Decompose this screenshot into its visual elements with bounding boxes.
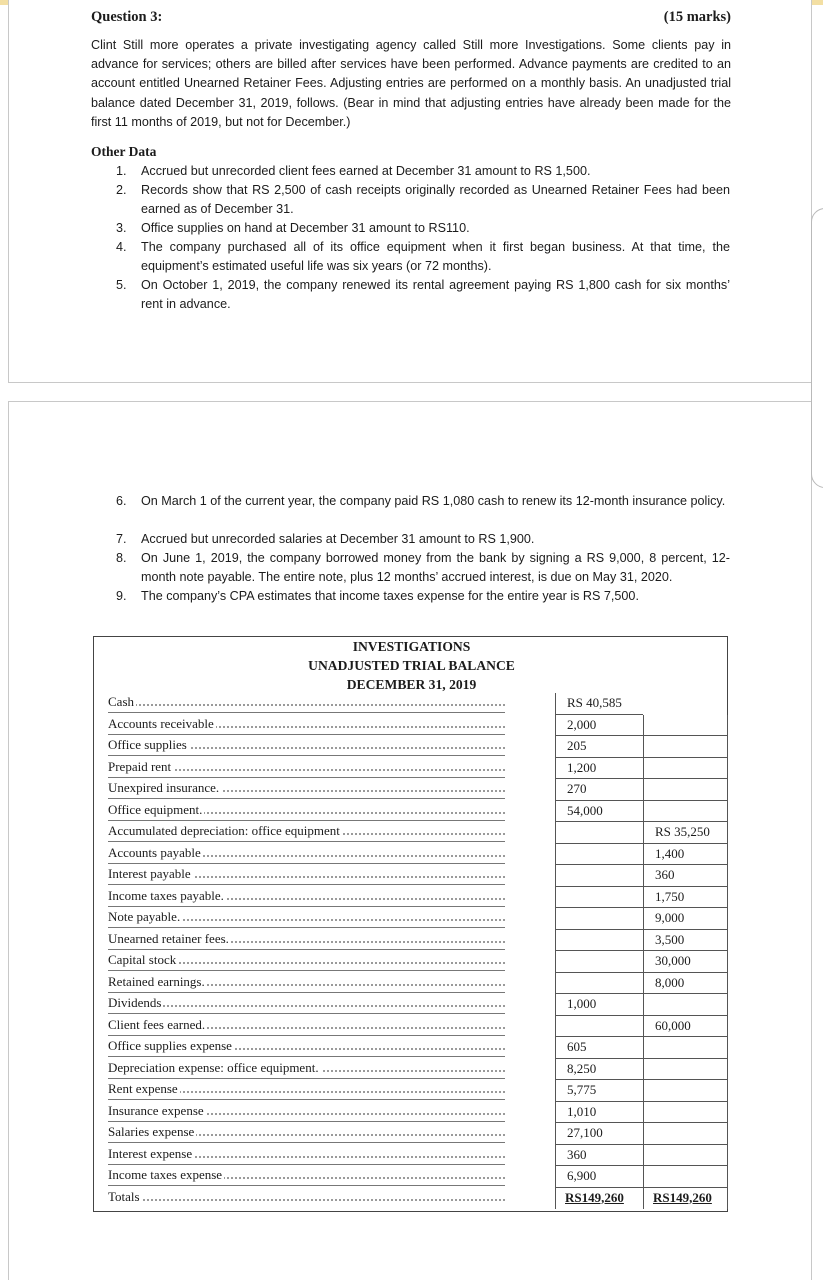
trial-balance-company: INVESTIGATIONS [352, 639, 471, 654]
table-row [94, 887, 727, 909]
account-name: Insurance expense [108, 1102, 204, 1118]
credit-cell: 1,400 [643, 844, 728, 866]
credit-cell: RS 35,250 [643, 822, 728, 844]
credit-cell [643, 801, 728, 823]
credit-cell: 1,750 [643, 887, 728, 909]
account-name: Cash [108, 694, 134, 709]
account-name: Income taxes expense [108, 1167, 223, 1182]
other-data-item: 8. On June 1, 2019, the company borrowed money from the bank by signing a RS 9,000, 8 percent, 12-month note payable. The entire note, plus 12 months’ accrued interest, is due on May 31, 2020. [116, 551, 730, 585]
debit-cell: 1,000 [555, 994, 643, 1016]
debit-cell: 6,900 [555, 1166, 643, 1188]
other-data-item: 9. The company’s CPA estimates that income taxes expense for the entire year is RS 7,500. [116, 589, 639, 603]
debit-cell: 1,200 [555, 758, 643, 780]
account-name: Interest payable [108, 866, 191, 881]
other-data-item: 6. On March 1 of the current year, the company paid RS 1,080 cash to renew its 12-month insurance policy. [116, 494, 726, 508]
debit-cell [555, 930, 643, 952]
credit-cell: 30,000 [643, 951, 728, 973]
other-data-item: 3. Office supplies on hand at December 31 amount to RS110. [116, 221, 470, 235]
table-row [94, 822, 727, 844]
account-name: Note payable. [108, 909, 181, 924]
other-data-item: 5. On October 1, 2019, the company renewed its rental agreement paying RS 1,800 cash for six months’ rent in advance. [116, 278, 730, 312]
table-row [94, 715, 727, 737]
debit-cell: 1,010 [555, 1102, 643, 1124]
side-scroll-tab[interactable] [811, 208, 823, 488]
account-name: Unearned retainer fees. [108, 930, 229, 946]
credit-cell: 360 [643, 865, 728, 887]
account-name: Prepaid rent [108, 758, 172, 774]
credit-cell: 9,000 [643, 908, 728, 930]
credit-cell [643, 1059, 728, 1081]
credit-cell [643, 758, 728, 780]
trial-balance-date: DECEMBER 31, 2019 [346, 677, 477, 692]
credit-cell [643, 1037, 728, 1059]
debit-cell [555, 973, 643, 995]
question-title: Question 3: [91, 9, 163, 25]
table-row [94, 930, 727, 952]
table-row [94, 693, 727, 715]
account-name: Accounts receivable [108, 715, 214, 731]
question-header [91, 9, 731, 26]
trial-balance-table [93, 636, 728, 1212]
other-data-item: 7. Accrued but unrecorded salaries at December 31 amount to RS 1,900. [116, 532, 535, 546]
account-name: Office supplies [108, 737, 187, 752]
table-row [94, 1145, 727, 1167]
debit-cell [555, 908, 643, 930]
debit-cell [555, 865, 643, 887]
credit-cell [643, 693, 728, 715]
question-marks: (15 marks) [663, 9, 731, 25]
table-row [94, 736, 727, 758]
account-name: Office supplies expense [108, 1038, 232, 1053]
debit-cell: 2,000 [555, 715, 643, 737]
table-row [94, 951, 727, 973]
account-name: Office equipment. [108, 801, 203, 817]
question-paragraph: Clint Still more operates a private investigating agency called Still more Investigations. Some clients pay in advance for services; others are billed after services have been performed. Advance payments are credited to an account entitled Unearned Retainer Fees. Adjusting entries are performed on a monthly basis. An unadjusted trial balance dated December 31, 2019, follows. (Bear in mind that adjusting entries have already been made for the first 11 months of 2019, but not for December.) [91, 38, 731, 129]
debit-cell: 605 [555, 1037, 643, 1059]
account-name: Interest expense [108, 1145, 193, 1161]
table-row [94, 801, 727, 823]
credit-cell [643, 736, 728, 758]
debit-cell: 54,000 [555, 801, 643, 823]
table-row [94, 1016, 727, 1038]
credit-cell: 60,000 [643, 1016, 728, 1038]
credit-cell [643, 715, 728, 737]
debit-cell [555, 951, 643, 973]
debit-cell: 270 [555, 779, 643, 801]
credit-cell [643, 1166, 728, 1188]
credit-cell [643, 1080, 728, 1102]
debit-cell: 205 [555, 736, 643, 758]
credit-cell [643, 994, 728, 1016]
debit-cell: 27,100 [555, 1123, 643, 1145]
debit-cell [555, 822, 643, 844]
credit-cell: 3,500 [643, 930, 728, 952]
account-name: Salaries expense [108, 1124, 195, 1139]
totals-label: Totals [108, 1188, 140, 1204]
total-debit: RS149,260 [555, 1188, 643, 1210]
debit-cell: 5,775 [555, 1080, 643, 1102]
debit-cell [555, 887, 643, 909]
account-name: Rent expense [108, 1081, 178, 1096]
account-name: Accumulated depreciation: office equipment [108, 823, 340, 838]
credit-cell: 8,000 [643, 973, 728, 995]
table-row [94, 779, 727, 801]
debit-cell: 360 [555, 1145, 643, 1167]
credit-cell [643, 1123, 728, 1145]
table-row [94, 1037, 727, 1059]
account-name: Accounts payable [108, 844, 201, 860]
table-row [94, 1123, 727, 1145]
debit-cell: 8,250 [555, 1059, 643, 1081]
account-name: Depreciation expense: office equipment. [108, 1059, 319, 1075]
table-row [94, 758, 727, 780]
table-row [94, 908, 727, 930]
debit-cell: RS 40,585 [555, 693, 643, 715]
credit-cell [643, 779, 728, 801]
table-row [94, 1102, 727, 1124]
table-row [94, 1059, 727, 1081]
total-credit: RS149,260 [643, 1188, 728, 1210]
debit-cell [555, 1016, 643, 1038]
account-name: Unexpired insurance. [108, 780, 220, 795]
table-row [94, 844, 727, 866]
totals-row [94, 1188, 727, 1210]
debit-cell [555, 844, 643, 866]
credit-cell [643, 1145, 728, 1167]
table-row [94, 1166, 727, 1188]
account-name: Retained earnings. [108, 973, 205, 989]
trial-balance-heading: UNADJUSTED TRIAL BALANCE [308, 658, 515, 673]
account-name: Client fees earned. [108, 1016, 206, 1032]
account-name: Income taxes payable. [108, 887, 224, 903]
account-name: Capital stock [108, 952, 177, 967]
other-data-item: 4. The company purchased all of its office equipment when it first began business. At that time, the equipment’s estimated useful life was six years (or 72 months). [116, 240, 730, 274]
other-data-title: Other Data [91, 144, 157, 159]
table-row [94, 973, 727, 995]
other-data-item: 2. Records show that RS 2,500 of cash receipts originally recorded as Unearned Retainer Fees had been earned as of December 31. [116, 183, 730, 217]
table-row [94, 865, 727, 887]
other-data-item: 1. Accrued but unrecorded client fees earned at December 31 amount to RS 1,500. [116, 164, 591, 178]
table-row [94, 1080, 727, 1102]
credit-cell [643, 1102, 728, 1124]
account-name: Dividends [108, 995, 162, 1010]
table-row [94, 994, 727, 1016]
